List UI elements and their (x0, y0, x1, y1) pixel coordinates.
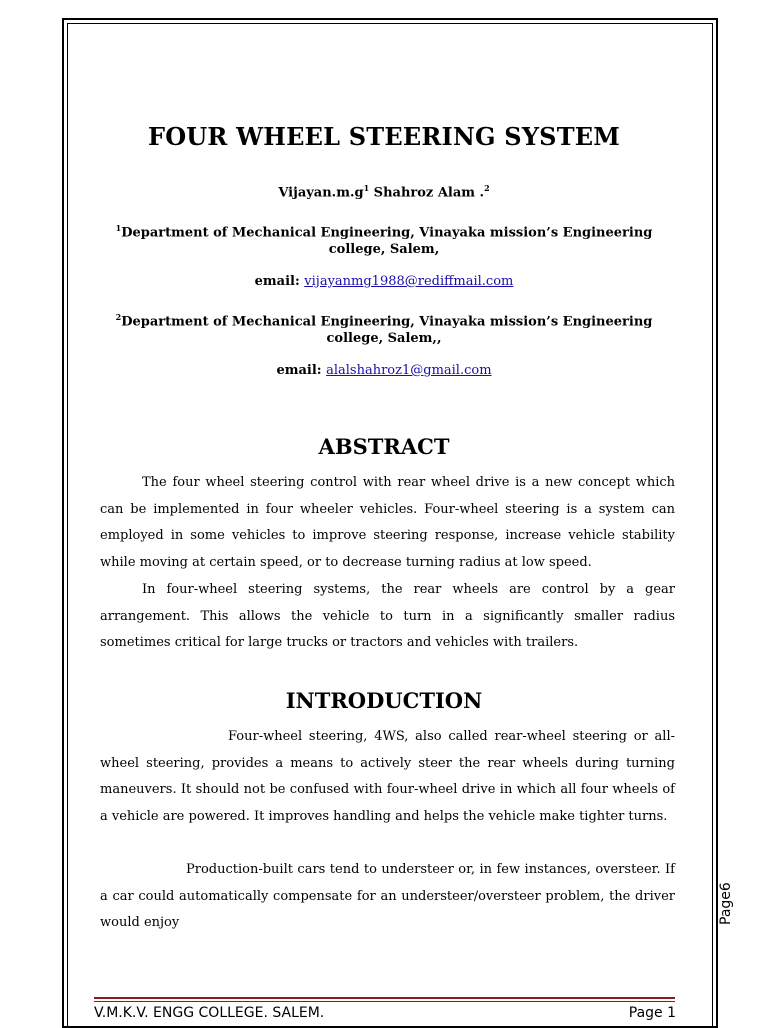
email-line-1 (0, 274, 768, 289)
abstract-body (100, 470, 675, 657)
affiliation-1-line1: Department of Mechanical Engineering, Vinayaka mission’s Engineering (121, 225, 653, 241)
affiliation-1-line2: college, Salem, (328, 242, 440, 258)
abstract-paragraph-1: The four wheel steering control with rear wheel drive is a new concept which can be implemented in four wheeler vehicles. Four-wheel steering is a system can employed in some vehicles to improve steering response, increase vehicle stability while moving at certain speed, or to decrease turning radius at low speed. (100, 475, 675, 571)
footer-rule-thin (94, 1001, 675, 1002)
affiliation-2 (0, 309, 768, 347)
footer-page-number: Page 1 (628, 1005, 676, 1021)
introduction-paragraph-2: Production-built cars tend to understeer or, in few instances, oversteer. If a car could automatically compensate for an understeer/oversteer problem, the driver would enjoy (100, 862, 675, 931)
introduction-body (100, 724, 675, 831)
author-2: Shahroz Alam . (369, 185, 485, 201)
footer-rule-thick (94, 997, 675, 999)
introduction-body-2 (100, 857, 675, 937)
author-1-sup: 1 (363, 183, 370, 193)
affiliation-1 (0, 220, 768, 258)
email-link-2[interactable]: alalshahroz1@gmail.com (326, 363, 492, 378)
author-line (0, 183, 768, 200)
footer-college: V.M.K.V. ENGG COLLEGE. SALEM. (94, 1005, 325, 1021)
affiliation-2-sup: 2 (115, 312, 122, 322)
email-label-1: email: (254, 274, 305, 289)
introduction-heading: INTRODUCTION (285, 688, 483, 713)
abstract-heading: ABSTRACT (318, 434, 450, 459)
email-link-1[interactable]: vijayanmg1988@rediffmail.com (304, 274, 514, 289)
author-1: Vijayan.m.g (278, 185, 364, 201)
email-line-2 (0, 363, 768, 378)
email-label-2: email: (276, 363, 327, 378)
paper-title: FOUR WHEEL STEERING SYSTEM (147, 122, 621, 151)
affiliation-2-line1: Department of Mechanical Engineering, Vinayaka mission’s Engineering (121, 314, 653, 330)
introduction-paragraph-1: Four-wheel steering, 4WS, also called rear-wheel steering or all-wheel steering, provides a means to actively steer the rear wheels during turning maneuvers. It should not be confused with four-wheel drive in which all four wheels of a vehicle are powered. It improves handling and helps the vehicle make tighter turns. (100, 729, 675, 825)
side-page-number: Page6 (718, 882, 734, 925)
abstract-paragraph-2: In four-wheel steering systems, the rear wheels are control by a gear arrangement. This allows the vehicle to turn in a significantly smaller radius sometimes critical for large trucks or tractors and vehicles with trailers. (100, 581, 675, 651)
author-2-sup: 2 (484, 183, 490, 193)
affiliation-1-sup: 1 (115, 223, 122, 233)
affiliation-2-line2: college, Salem,, (326, 331, 442, 347)
